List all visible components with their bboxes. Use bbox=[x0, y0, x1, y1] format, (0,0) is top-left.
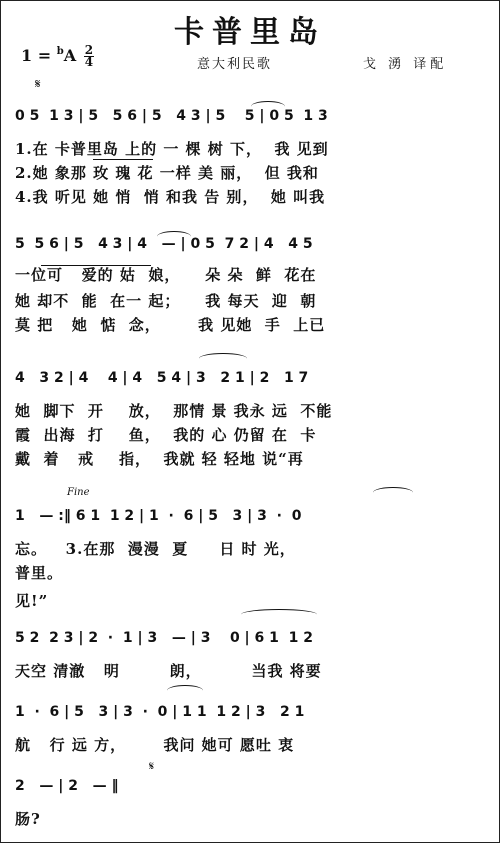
system-7-notes: 2 — | 2 — ‖ bbox=[15, 778, 119, 794]
slur bbox=[167, 685, 203, 696]
fine-mark: Fine bbox=[67, 487, 90, 498]
system-1-lyric-3: 4.我 听见 她 悄 悄 和我 告 别， 她 叫我 bbox=[15, 188, 326, 206]
key-tonic: A bbox=[63, 46, 77, 65]
time-denominator: 4 bbox=[84, 55, 94, 69]
arranger-credit: 戈 湧 译配 bbox=[363, 57, 448, 72]
system-1-lyric-1: 1.在 卡普里岛 上的 一 棵 树 下， 我 见到 bbox=[15, 140, 329, 158]
key-prefix: 1 = bbox=[21, 46, 52, 65]
system-3-lyric-3: 戴 着 戒 指， 我就 轻 轻地 说“再 bbox=[15, 450, 304, 468]
segno-icon: 𝄋 bbox=[35, 77, 41, 92]
slur bbox=[251, 101, 285, 112]
system-3-notes: 4 3 2 | 4 4 | 4 5 4 | 3 2 1 | 2 1 7 bbox=[15, 370, 309, 386]
segno-end-icon: 𝄋 bbox=[149, 759, 155, 773]
system-2-lyric-3: 莫 把 她 惦 念， 我 见她 手 上已 bbox=[15, 316, 326, 334]
system-7-lyric-1: 肠? bbox=[15, 810, 41, 828]
system-2-notes: 5 5 6 | 5 4 3 | 4 — | 0 5 7 2 | 4 4 5 bbox=[15, 236, 313, 252]
lyric-underline bbox=[93, 159, 153, 160]
system-4-lyric-3: 见!” bbox=[15, 592, 49, 610]
slur bbox=[199, 353, 247, 364]
system-2-lyric-2: 她 却不 能 在一 起； 我 每天 迎 朝 bbox=[15, 292, 317, 310]
system-6-notes: 1 · 6 | 5 3 | 3 · 0 | 1 1 1 2 | 3 2 1 bbox=[15, 704, 305, 720]
key-flat: b bbox=[56, 46, 64, 57]
song-origin: 意大利民歌 bbox=[197, 57, 273, 72]
song-title: 卡普里岛 bbox=[174, 15, 326, 50]
system-4-notes: 1 — :‖ 6 1 1 2 | 1 · 6 | 5 3 | 3 · 0 bbox=[15, 508, 302, 524]
system-3-lyric-1: 她 脚下 开 放， 那情 景 我永 远 不能 bbox=[15, 402, 333, 420]
slur bbox=[241, 609, 317, 620]
time-signature bbox=[84, 45, 94, 68]
system-4-lyric-2: 普里。 bbox=[15, 564, 64, 582]
system-1-notes: 0 5 1 3 | 5 5 6 | 5 4 3 | 5 5 | 0 5 1 3 bbox=[15, 108, 328, 124]
system-1-lyric-2: 2.她 象那 玫 瑰 花 一样 美 丽， 但 我和 bbox=[15, 164, 319, 182]
slur bbox=[373, 487, 413, 498]
key-signature bbox=[21, 45, 94, 68]
lyric-underline bbox=[41, 265, 151, 266]
system-4-lyric-1: 忘。 3.在那 漫漫 夏 日 时 光， bbox=[15, 540, 296, 558]
time-numerator: 2 bbox=[84, 43, 94, 57]
system-5-lyric-1: 天空 清澈 明 朗， 当我 将要 bbox=[15, 662, 322, 680]
slur bbox=[157, 231, 191, 242]
system-3-lyric-2: 霞 出海 打 鱼， 我的 心 仍留 在 卡 bbox=[15, 426, 317, 444]
system-2-lyric-1: 一位可 爱的 姑 娘， 朵 朵 鲜 花在 bbox=[15, 266, 317, 284]
system-6-lyric-1: 航 行 远 方， 我问 她可 愿吐 衷 bbox=[15, 736, 295, 754]
system-5-notes: 5 2 2 3 | 2 · 1 | 3 — | 3 0 | 6 1 1 2 bbox=[15, 630, 314, 646]
